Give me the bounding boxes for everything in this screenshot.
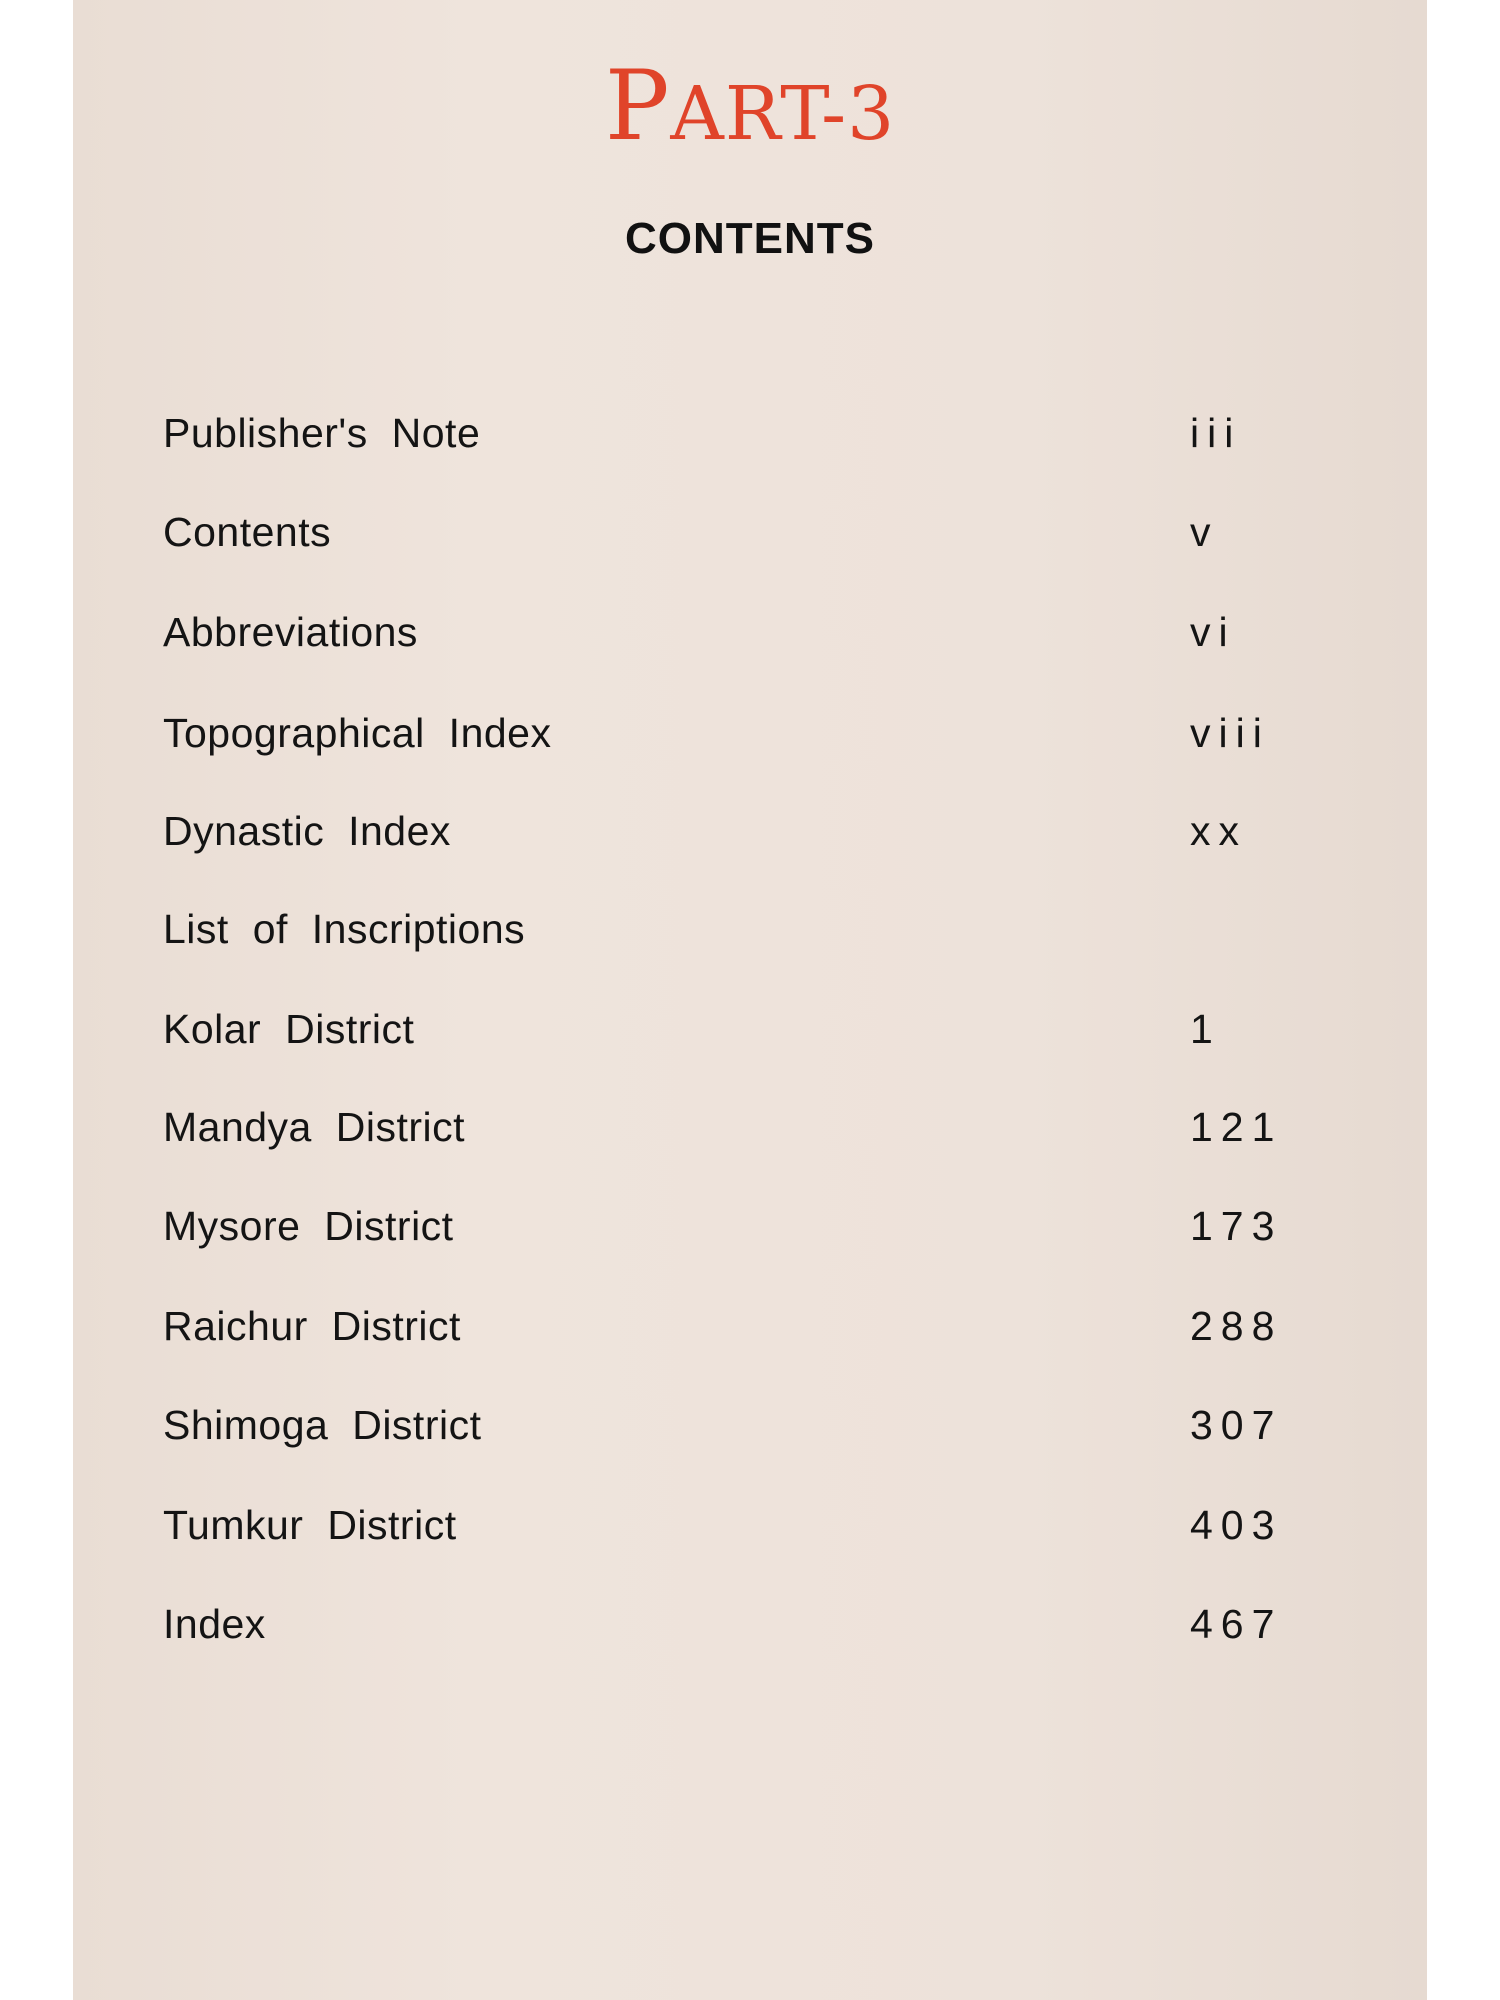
toc-entry-page: 121	[1190, 1104, 1283, 1150]
toc-entry	[163, 1006, 1363, 1056]
toc-entry	[163, 1502, 1363, 1552]
toc-entry	[163, 710, 1363, 760]
toc-entry-title: Shimoga District	[163, 1402, 482, 1448]
toc-entry-title: Abbreviations	[163, 609, 418, 655]
toc-entry	[163, 609, 1363, 659]
toc-entry-title: Mandya District	[163, 1104, 466, 1150]
book-page	[73, 0, 1427, 2000]
toc-entry	[163, 906, 1363, 956]
part-title	[73, 50, 1427, 162]
toc-entry-page: iii	[1190, 410, 1242, 456]
toc-entry	[163, 1104, 1363, 1154]
toc-entry-page: 288	[1190, 1303, 1283, 1349]
toc-entry	[163, 1303, 1363, 1353]
toc-entry	[163, 1203, 1363, 1253]
toc-entry-title: List of Inscriptions	[163, 906, 526, 952]
toc-entry-title: Kolar District	[163, 1006, 415, 1052]
part-title-initial: P	[604, 50, 671, 162]
part-title-rest: ART-3	[670, 71, 896, 157]
toc-entry-title: Dynastic Index	[163, 808, 451, 854]
toc-entry-page: 403	[1190, 1502, 1283, 1548]
toc-entry	[163, 808, 1363, 858]
toc-entry-title: Publisher's Note	[163, 410, 481, 456]
toc-entry-page: viii	[1190, 710, 1270, 756]
toc-entry-page: 173	[1190, 1203, 1283, 1249]
toc-entry-title: Index	[163, 1601, 266, 1647]
toc-entry-page: v	[1190, 509, 1219, 555]
contents-heading: CONTENTS	[625, 214, 875, 263]
toc-entry-page: vi	[1190, 609, 1236, 655]
toc-entry-title: Contents	[163, 509, 332, 555]
toc-entry-title: Raichur District	[163, 1303, 461, 1349]
toc-entry	[163, 1402, 1363, 1452]
toc-entry-page: 467	[1190, 1601, 1283, 1647]
toc-entry	[163, 509, 1363, 559]
toc-entry-title: Mysore District	[163, 1203, 454, 1249]
toc-entry-page: 1	[1190, 1006, 1221, 1052]
toc-entry	[163, 410, 1363, 460]
toc-entry-title: Topographical Index	[163, 710, 552, 756]
toc-entry-page: 307	[1190, 1402, 1283, 1448]
toc-entry-page: xx	[1190, 808, 1247, 854]
toc-entry	[163, 1601, 1363, 1651]
toc-entry-title: Tumkur District	[163, 1502, 457, 1548]
